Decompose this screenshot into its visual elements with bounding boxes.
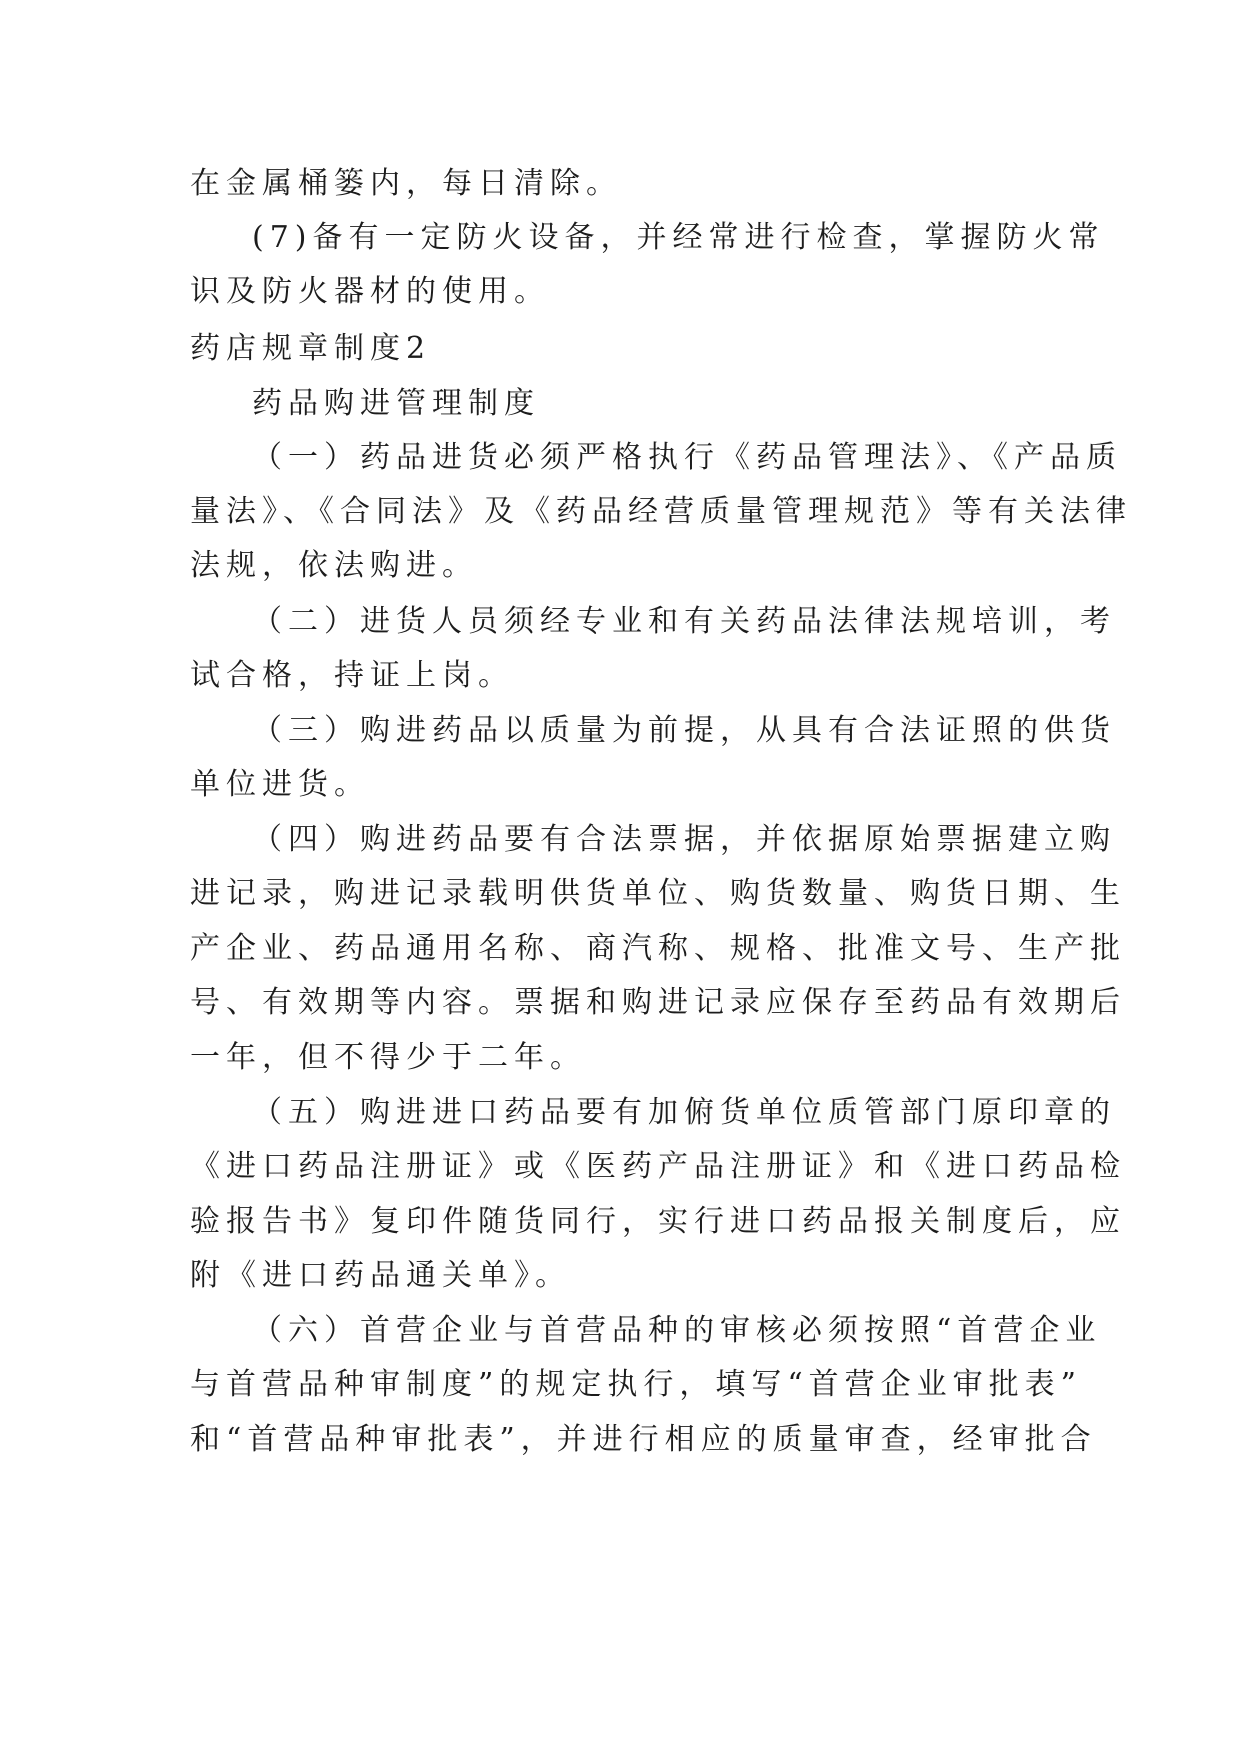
text-line: （五）购进进口药品要有加俯货单位质管部门原印章的 [252,1095,1116,1130]
text-line: 单位进货。 [190,767,370,802]
text-line: 附《进口药品通关单》。 [190,1258,571,1293]
text-line: （二）进货人员须经专业和有关药品法律法规培训，考 [252,604,1116,639]
text-line: 法规，依法购进。 [190,548,478,583]
text-line: 量法》、《合同法》及《药品经营质量管理规范》等有关法律 [190,494,1132,529]
text-line: 一年，但不得少于二年。 [190,1040,586,1075]
text-line: 与首营品种审制度”的规定执行，填写“首营企业审批表” [190,1367,1083,1402]
text-line: 产企业、药品通用名称、商汽称、规格、批准文号、生产批 [190,931,1126,966]
section-title: 药店规章制度2 [190,331,432,366]
text-line: 在金属桶篓内，每日清除。 [190,166,622,201]
text-line: （三）购进药品以质量为前提，从具有合法证照的供货 [252,713,1116,748]
subsection-title: 药品购进管理制度 [252,386,540,421]
text-line: （一）药品进货必须严格执行《药品管理法》、《产品质 [252,440,1122,475]
text-line: 识及防火器材的使用。 [190,274,550,309]
text-line: 验报告书》复印件随货同行，实行进口药品报关制度后，应 [190,1204,1126,1239]
text-line: 试合格，持证上岗。 [190,658,514,693]
text-line: 进记录，购进记录载明供货单位、购货数量、购货日期、生 [190,876,1126,911]
text-line: （六）首营企业与首营品种的审核必须按照“首营企业 [252,1313,1102,1348]
text-line: 《进口药品注册证》或《医药产品注册证》和《进口药品检 [190,1149,1126,1184]
text-line: 和“首营品种审批表”，并进行相应的质量审查，经审批合 [190,1422,1097,1457]
text-line: （四）购进药品要有合法票据，并依据原始票据建立购 [252,822,1116,857]
text-line: 号、有效期等内容。票据和购进记录应保存至药品有效期后 [190,985,1126,1020]
text-line: (7)备有一定防火设备，并经常进行检查，掌握防火常 [252,220,1105,255]
